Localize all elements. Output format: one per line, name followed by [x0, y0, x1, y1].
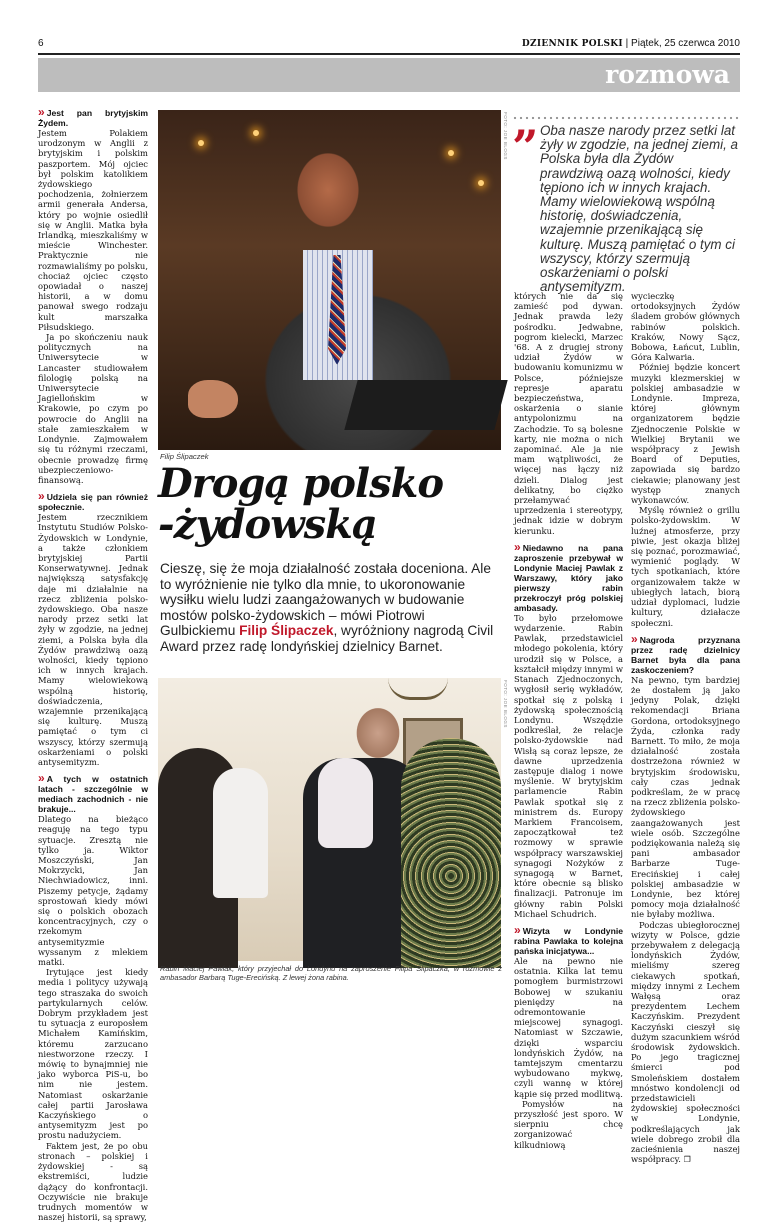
question-marker: »: [514, 539, 521, 554]
answer-paragraph: To było przełomowe wydarzenie. Rabin Pawlak, przedstawiciel młodego pokolenia, który urodził się w Polsce, a kształcił między innymi w Stanach Zjednoczonych, wygłosił serię wykładów, spotkał się z polską i żydowską społecznością Londynu. Wszędzie podkreślał, że relacje polsko-żydowskie nad Wisłą są coraz lepsze, że dawne uprzedzenia zastępuje dialog i nowe myślenie. W brytyjskim parlamencie Rabin Pawlak spotkał się z ministrem ds. Europy Markiem Francoisem, zapoczątkował też rozmowy w sprawie współpracy warszawskiej synagogi Nożyków z synagogą w Barnet, które obecnie są blisko finalizacji. Patronuje im główny rabin Polski Michael Schudrich.: [514, 612, 623, 919]
answer-paragraph: wycieczkę ortodoksyjnych Żydów śladem grobów głównych rabinów polskich. Kraków, Nowy Sącz, Bobowa, Łańcut, Lublin, Góra Kalwaria.: [631, 291, 740, 363]
answer-paragraph: Ja po skończeniu nauk politycznych na Uniwersytecie w Lancaster studiowałem filologię polską na Uniwersytecie Jagiellońskim w Krakowie, po czym po powrocie do Anglii na stałe zamieszkałem w Londynie. Zajmowałem się tu różnymi rzeczami, obecnie prowadzę firmę ubezpieczeniowo-finansową.: [38, 332, 148, 485]
quote-mark-icon: ”: [512, 120, 539, 174]
page-number: 6: [38, 38, 44, 49]
answer-paragraph: Pomysłów na przyszłość jest sporo. W sierpniu chcę zorganizować kilkudniową: [514, 1098, 623, 1150]
photo-caption: Filip Ślipaczek: [160, 452, 209, 461]
answer-paragraph: Jestem rzecznikiem Instytutu Studiów Polsko-Żydowskich w Londynie, a także członkiem brytyjskiej Partii Konserwatywnej. Jednak największą satysfakcję daje mi działalnie na rzecz zbliżenia polsko-żydowskiego. Oba nasze narody przez setki lat żyły w zgodzie, na jednej ziemi, a Polska była dla Żydów prawdziwą oazą wolności, kiedy tępiono ich w innych krajach. Mamy wielowiekową wspólną historię, doświadczenia, wzajemnie przenikającą się kulturę. Muszą pamiętać o tym ci wszyscy, którzy szermują oskarżeniami o polski antysemityzm.: [38, 512, 148, 767]
question-heading: » Nagroda przyznana przez radę dzielnicy Barnet była dla pana zaskoczeniem?: [631, 631, 740, 675]
photo-child: [213, 768, 268, 898]
answer-paragraph: Na pewno, tym bardziej że dostałem ją jako jedyny Polak, dzięki rekomendacji Briana Gordona, ortodoksyjnego Żyda, członka rady Barnett. To miło, że moja działalność została dostrzeżona również w brytyjskim środowisku, cały czas jednak podkreślam, że w pracę na rzecz zbliżenia polsko-żydowskiego zaangażowanych jest wiele osób. Szczególne podziękowania należą się pani ambasador Barbarze Tuge-Erecińskiej i całej polskiej ambasadzie w Londynie, bez której pomocy moja działalność nie byłaby możliwa.: [631, 674, 740, 920]
question-marker: »: [514, 922, 521, 937]
question-heading: » Jest pan brytyjskim Żydem.: [38, 105, 148, 128]
answer-paragraph: Dlatego na bieżąco reaguję na tego typu sytuacje. Zresztą nie tylko ja. Wiktor Moszczyński, Jan Mokrzycki, Jan Niechwiadowicz, inni. Piszemy petycje, żądamy sprostowań kiedy mówi się o polskich obozach koncentracyjnych, czy o rzekomym antysemityzmie wyssanym z mlekiem matki.: [38, 814, 148, 968]
header-rule: [38, 53, 740, 55]
portrait-photo: [158, 110, 501, 450]
answer-paragraph: Myślę również o grillu polsko-żydowskim. W luźnej atmosferze, przy piwie, jest okazja bliżej się poznać, porozmawiać, wymienić poglądy. W tych spotkaniach, które organizowałem także w ubiegłych latach, biorą udział dyplomaci, ludzie kultury, działacze społeczni.: [631, 505, 740, 628]
answer-paragraph: Później będzie koncert muzyki klezmerskiej w polskiej ambasadzie w Londynie. Impreza, której głównym organizatorem będzie Zjednoczenie Polskie w Wielkiej Brytanii we współpracy z Jewish Board of Deputies, zapowiada się bardzo ciekawie; planowany jest występ znanych wykonawców.: [631, 362, 740, 506]
lead-paragraph: Cieszę, się że moja działalność została doceniona. Ale to wyróżnienie nie tylko dla mnie, to ukoronowanie wysiłku wielu ludzi zaangażowanych w budowanie mostów polsko-żydowskich – mówi Piotrowi Gulbickiemu Filip Ślipaczek, wyróżniony nagrodą Civil Award przez radę londyńskiej dzielnicy Barnet.: [160, 561, 494, 654]
quote-dotted-rule: [512, 116, 740, 120]
question-marker: »: [38, 105, 45, 119]
question-heading: » Wizyta w Londynie rabina Pawlaka to kolejna pańska inicjatywa...: [514, 922, 623, 956]
interviewee-name: Filip Ślipaczek: [239, 623, 334, 639]
pull-quote-text: Oba nasze narody przez setki lat żyły w zgodzie, na jednej ziemi, a Polska była dla Żydów prawdziwą oazą wolności, kiedy tępiono ich w innych krajach. Mamy wielowiekową wspólną historię, doświadczenia, wzajemnie przenikającą się kulturę. Muszą pamiętać o tym ci wszyscy, którzy szermują oskarżeniami o polski antysemityzm.: [540, 123, 738, 295]
photo-baby: [318, 758, 373, 848]
question-heading: » Udziela się pan również społecznie.: [38, 489, 148, 513]
answer-paragraph: Irytujące jest kiedy media i politycy używają tego straszaka do swoich partykularnych celów. Dobrym przykładem jest tu sytuacja z europosłem Michałem Kamińskim, któremu zarzucano niestworzone rzeczy. I mówię to bynajmniej nie jako wyborca PiS-u, bo nim nie jestem. Natomiast oskarżanie całej partii Jarosława Kaczyńskiego o antysemityzm jest po prostu nadużyciem.: [38, 967, 148, 1141]
answer-paragraph: Faktem jest, że po obu stronach – polskiej i żydowskiej - są ekstremiści, ludzie dążący do konfrontacji. Oczywiście nie brakuje trudnych momentów w naszej historii, są sprawy,: [38, 1140, 148, 1222]
group-photo: [158, 678, 501, 961]
middle-column: [514, 291, 623, 1150]
photo-ambassador: [401, 738, 501, 968]
photo-lamp: [198, 140, 204, 146]
right-column: [631, 291, 740, 1165]
end-mark-icon: ❐: [683, 1155, 691, 1165]
answer-paragraph: Podczas ubiegłorocznej wizyty w Polsce, gdzie przebywałem z delegacją londyńskich Żydów, mieliśmy szereg ciekawych spotkań, między innymi z Lechem Wałęsą oraz prezydentem Lechem Kaczyńskim. Prezydent Kaczyński cieszył się dużym szacunkiem wśród środowisk żydowskich. Po jego tragicznej śmierci pod Smoleńskiem dostałem mnóstwo kondolencji od przedstawicieli żydowskiej społeczności w Londynie, podkreślających jak wiele dobrego zrobił dla zacieśnienia naszej współpracy. ❐: [631, 919, 740, 1165]
photo-caption: Rabin Maciej Pawlak, który przyjechał do Londynu na zaproszenie Filipa Ślipaczka, w rozmowie z ambasador Barbarą Tuge-Erecińską. Z lewej żona rabina.: [160, 964, 502, 982]
photo-laptop: [344, 380, 507, 430]
page-header: [38, 36, 740, 52]
question-marker: »: [631, 631, 638, 646]
question-heading: » Niedawno na pana zaproszenie przebywał w Londynie Maciej Pawlak z Warszawy, który jako pierwszy rabin przekroczył próg polskiej ambasady.: [514, 539, 623, 613]
left-column: [38, 105, 148, 1222]
question-marker: »: [38, 489, 45, 504]
photo-credit: FOTO: JOE BLOGS: [503, 680, 508, 728]
masthead-date: Piątek, 25 czerwca 2010: [631, 38, 740, 49]
photo-credit: FOTO: JOE BLOGS: [503, 112, 508, 160]
photo-lamp: [253, 130, 259, 136]
photo-lamp: [448, 150, 454, 156]
photo-hand: [188, 380, 238, 418]
answer-paragraph: Ale na pewno nie ostatnia. Kilka lat temu pomogłem burmistrzowi Bobowej w szukaniu pieniędzy na odremontowanie miejscowej synagogi. Natomiast w Szczawie, dzięki wsparciu londyńskich Żydów, na tamtejszym cmentarzu wybudowano mykwę, czyli wannę w której kąpie się przed modlitwą.: [514, 955, 623, 1099]
headline: Drogą polsko -żydowską: [158, 460, 444, 548]
question-marker: »: [38, 771, 45, 786]
section-title: rozmowa: [605, 60, 730, 89]
answer-paragraph: Jestem Polakiem urodzonym w Anglii z brytyjskim i polskim paszportem. Mój ojciec był polskim katolikiem żydowskiego pochodzenia, żołnierzem armii generała Andersa, który po wojnie osiedlił się w Anglii. Matka była Irlandką, mieszkaliśmy w mieście Winchester. Praktycznie nie rozmawialiśmy po polsku, chociaż ojciec często opowiadał o naszej historii, a w domu panował swego rodzaju kult marszałka Piłsudskiego.: [38, 128, 148, 332]
photo-chandelier: [388, 678, 448, 700]
photo-lamp: [478, 180, 484, 186]
masthead-name: DZIENNIK POLSKI: [521, 39, 623, 49]
question-heading: » A tych w ostatnich latach - szczególnie w mediach zachodnich - nie brakuje...: [38, 771, 148, 815]
masthead: DZIENNIK POLSKI | Piątek, 25 czerwca 2010: [521, 38, 740, 49]
answer-paragraph: których nie da się zamieść pod dywan. Jednak prawda leży pośrodku. Jedwabne, pogrom kielecki, Marzec '68. A z drugiej strony udział Żydów w budowaniu komunizmu w Polsce, późniejsze represje aparatu bezpieczeństwa, oskarżenia o sianie antypolonizmu na Zachodzie. To są bolesne karty, nie można o nich zapominać. Ale ja nie mam wątpliwości, że więcej nas łączy niż dzieli. Dialog jest delikatny, bo ciężko przełamywać uprzedzenia i stereotypy, jednak idzie w dobrym kierunku.: [514, 291, 623, 536]
section-band: [38, 58, 740, 92]
